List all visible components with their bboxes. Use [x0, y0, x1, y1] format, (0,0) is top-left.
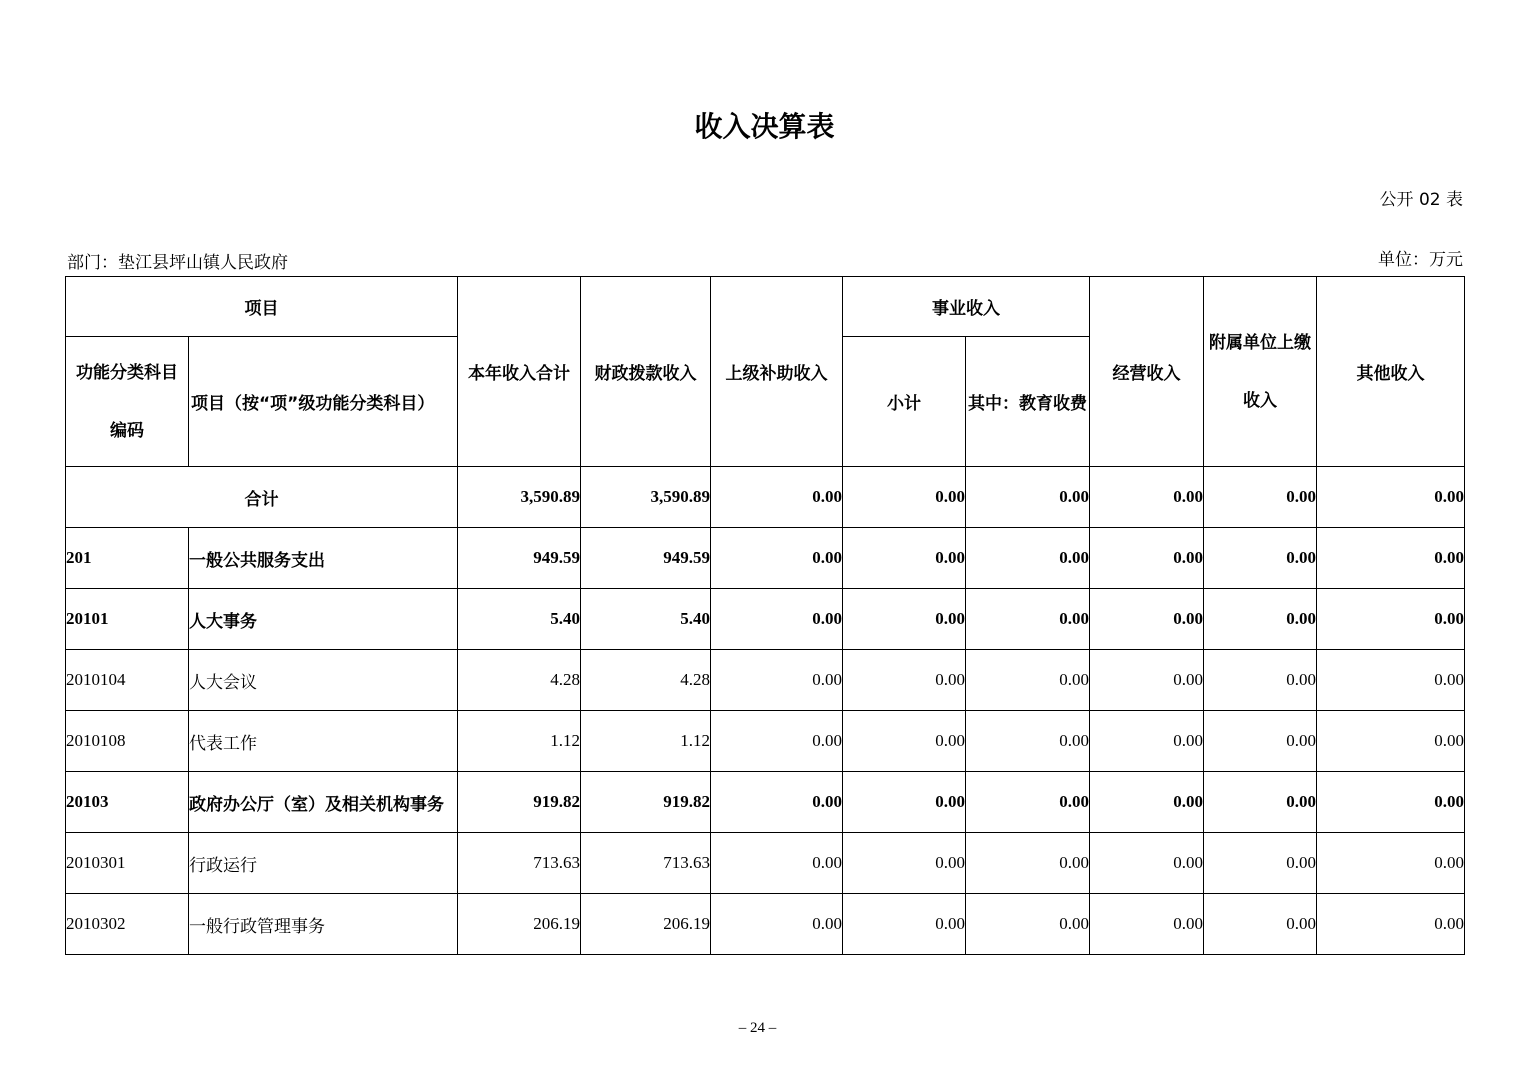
row-value: 0.00 [966, 772, 1090, 833]
header-business: 经营收入 [1090, 277, 1204, 467]
row-value: 0.00 [711, 650, 843, 711]
row-name: 一般公共服务支出 [189, 528, 458, 589]
total-value: 0.00 [966, 467, 1090, 528]
row-value: 0.00 [1317, 894, 1465, 955]
income-table [65, 276, 1465, 955]
total-value: 0.00 [1090, 467, 1204, 528]
header-code-line-2: 编码 [110, 420, 144, 441]
table-row [66, 528, 1465, 589]
table-row [66, 894, 1465, 955]
header-affiliated [1204, 277, 1317, 467]
row-value: 0.00 [711, 589, 843, 650]
total-value: 0.00 [843, 467, 966, 528]
row-value: 0.00 [1090, 894, 1204, 955]
row-value: 0.00 [966, 589, 1090, 650]
row-value: 0.00 [1317, 528, 1465, 589]
row-value: 0.00 [1204, 772, 1317, 833]
table-header [66, 277, 1465, 467]
table-row-total [66, 467, 1465, 528]
row-code: 2010104 [66, 650, 189, 711]
row-value: 0.00 [1317, 772, 1465, 833]
row-value: 0.00 [1090, 650, 1204, 711]
header-affiliated-line-2: 收入 [1243, 390, 1277, 411]
row-value: 1.12 [458, 711, 581, 772]
row-code: 20101 [66, 589, 189, 650]
row-value: 0.00 [1317, 589, 1465, 650]
row-code: 2010302 [66, 894, 189, 955]
row-value: 0.00 [1317, 711, 1465, 772]
header-career-edu: 其中：教育收费 [966, 337, 1090, 467]
form-code: 公开 02 表 [1379, 190, 1463, 210]
row-value: 5.40 [458, 589, 581, 650]
row-value: 0.00 [1204, 894, 1317, 955]
row-code: 20103 [66, 772, 189, 833]
row-value: 0.00 [711, 772, 843, 833]
row-code: 2010108 [66, 711, 189, 772]
row-value: 0.00 [1204, 833, 1317, 894]
row-code: 2010301 [66, 833, 189, 894]
row-name: 人大事务 [189, 589, 458, 650]
total-value: 0.00 [1204, 467, 1317, 528]
row-value: 0.00 [1317, 833, 1465, 894]
row-name: 代表工作 [189, 711, 458, 772]
header-career: 事业收入 [843, 277, 1090, 337]
row-value: 0.00 [711, 833, 843, 894]
row-value: 5.40 [581, 589, 711, 650]
row-name: 政府办公厅（室）及相关机构事务 [189, 772, 458, 833]
total-value: 0.00 [711, 467, 843, 528]
row-value: 713.63 [581, 833, 711, 894]
page-number: – 24 – [738, 1020, 777, 1036]
unit-label: 单位：万元 [1378, 250, 1463, 270]
row-value: 0.00 [843, 894, 966, 955]
row-value: 0.00 [966, 894, 1090, 955]
row-value: 0.00 [843, 589, 966, 650]
row-value: 0.00 [1204, 711, 1317, 772]
row-value: 713.63 [458, 833, 581, 894]
page-title: 收入决算表 [694, 110, 835, 143]
row-value: 0.00 [966, 650, 1090, 711]
total-label: 合计 [66, 467, 458, 528]
row-value: 0.00 [711, 528, 843, 589]
table-row [66, 650, 1465, 711]
row-name: 人大会议 [189, 650, 458, 711]
row-value: 0.00 [843, 833, 966, 894]
row-code: 201 [66, 528, 189, 589]
total-value: 3,590.89 [581, 467, 711, 528]
row-value: 919.82 [458, 772, 581, 833]
header-project: 项目 [66, 277, 458, 337]
header-total: 本年收入合计 [458, 277, 581, 467]
total-value: 0.00 [1317, 467, 1465, 528]
header-career-subtotal: 小计 [843, 337, 966, 467]
header-superior: 上级补助收入 [711, 277, 843, 467]
row-value: 0.00 [1204, 650, 1317, 711]
row-value: 4.28 [458, 650, 581, 711]
row-value: 0.00 [1317, 650, 1465, 711]
department-label: 部门：垫江县坪山镇人民政府 [67, 253, 288, 273]
row-value: 0.00 [1204, 528, 1317, 589]
row-value: 0.00 [1090, 711, 1204, 772]
header-fiscal: 财政拨款收入 [581, 277, 711, 467]
table-body [66, 467, 1465, 955]
total-value: 3,590.89 [458, 467, 581, 528]
row-value: 206.19 [458, 894, 581, 955]
row-value: 919.82 [581, 772, 711, 833]
table-row [66, 589, 1465, 650]
row-value: 0.00 [843, 711, 966, 772]
row-value: 949.59 [581, 528, 711, 589]
row-value: 0.00 [711, 711, 843, 772]
header-name: 项目（按“项”级功能分类科目） [189, 337, 458, 467]
row-name: 一般行政管理事务 [189, 894, 458, 955]
table-row [66, 772, 1465, 833]
row-value: 0.00 [843, 650, 966, 711]
header-other: 其他收入 [1317, 277, 1465, 467]
row-value: 0.00 [1090, 589, 1204, 650]
header-code-line-1: 功能分类科目 [76, 362, 178, 383]
row-value: 0.00 [843, 528, 966, 589]
row-value: 0.00 [1090, 833, 1204, 894]
row-value: 0.00 [966, 528, 1090, 589]
row-value: 0.00 [1204, 589, 1317, 650]
header-affiliated-line-1: 附属单位上缴 [1209, 332, 1311, 353]
row-value: 0.00 [966, 833, 1090, 894]
row-name: 行政运行 [189, 833, 458, 894]
row-value: 206.19 [581, 894, 711, 955]
row-value: 0.00 [966, 711, 1090, 772]
row-value: 1.12 [581, 711, 711, 772]
row-value: 4.28 [581, 650, 711, 711]
row-value: 949.59 [458, 528, 581, 589]
header-row-1 [66, 277, 1465, 337]
header-code [66, 337, 189, 467]
row-value: 0.00 [1090, 528, 1204, 589]
row-value: 0.00 [711, 894, 843, 955]
row-value: 0.00 [1090, 772, 1204, 833]
table-row [66, 833, 1465, 894]
row-value: 0.00 [843, 772, 966, 833]
table-row [66, 711, 1465, 772]
